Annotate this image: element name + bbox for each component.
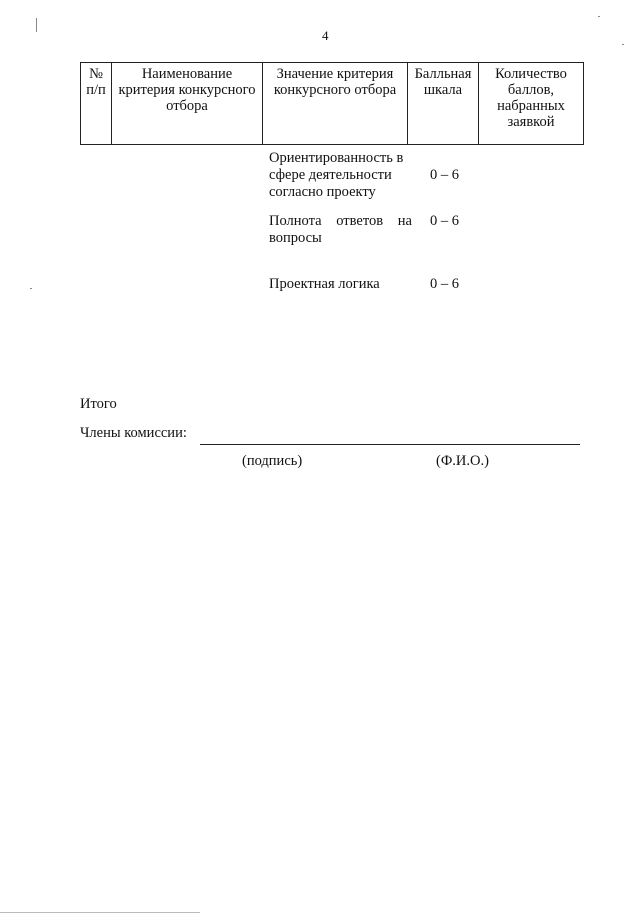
- commission-label: Члены комиссии:: [80, 425, 187, 441]
- criterion-value-3: Проектная логика: [269, 276, 380, 292]
- signature-line: [200, 444, 580, 445]
- criteria-table-header: [80, 62, 584, 145]
- scan-speck: [622, 44, 624, 45]
- scan-speck: [598, 16, 600, 17]
- scan-speck: [30, 288, 32, 289]
- total-label: Итого: [80, 396, 117, 412]
- criterion-scale-1: 0 – 6: [430, 167, 459, 183]
- scan-mark: [36, 18, 37, 32]
- header-score: Количество баллов, набранных заявкой: [479, 63, 584, 145]
- signature-caption: (подпись): [242, 453, 303, 469]
- criterion-value-1: Ориентированность в сфере деятельности согласно проекту: [269, 150, 404, 200]
- header-criterion-name: Наименование критерия конкурсного отбора: [112, 63, 263, 145]
- page-number: 4: [322, 28, 329, 43]
- criterion-value-2: Полнота ответов на вопросы: [269, 213, 412, 246]
- header-criterion-value: Значение критерия конкурсного отбора: [263, 63, 408, 145]
- scan-edge: [0, 912, 200, 913]
- criterion-scale-3: 0 – 6: [430, 276, 459, 292]
- criterion-scale-2: 0 – 6: [430, 213, 459, 229]
- header-number: № п/п: [81, 63, 112, 145]
- header-scale: Балльная шкала: [408, 63, 479, 145]
- name-caption: (Ф.И.О.): [436, 453, 489, 469]
